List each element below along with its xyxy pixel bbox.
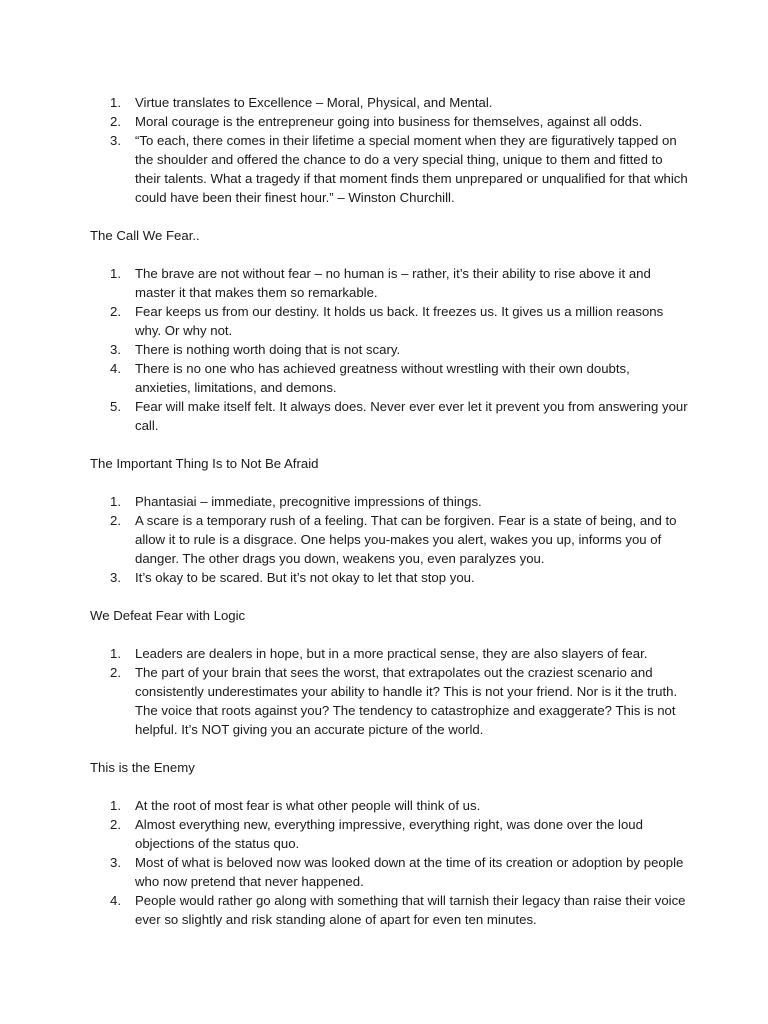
list-item: 5. Fear will make itself felt. It always does. Never ever ever let it prevent you from answering your call. (110, 399, 688, 433)
section-heading-enemy: This is the Enemy (90, 760, 195, 775)
list-item: 2. Almost everything new, everything impressive, everything right, was done over the loud objections of the status quo. (110, 817, 643, 851)
list-item: 1. Phantasiai – immediate, precognitive impressions of things. (110, 494, 482, 509)
list-item: 2. The part of your brain that sees the worst, that extrapolates out the craziest scenario and consistently underestimates your ability to handle it? This is not your friend. Nor is it the truth. The voice that roots against you? The tendency to catastrophize and exaggerate? This is not helpful. It’s NOT giving you an accurate picture of the world. (110, 665, 678, 737)
list-item: 2. A scare is a temporary rush of a feeling. That can be forgiven. Fear is a state of being, and to allow it to rule is a disgrace. One helps you-makes you alert, wakes you up, informs you of danger. The other drags you down, weakens you, even paralyzes you. (110, 513, 677, 566)
list-item: 3. There is nothing worth doing that is not scary. (110, 342, 401, 357)
list-item: 3. “To each, there comes in their lifetime a special moment when they are figuratively tapped on the shoulder and offered the chance to do a very special thing, unique to them and fitted to their talents. What a tragedy if that moment finds them unprepared or unqualified for that which could have been their finest hour.” – Winston Churchill. (110, 133, 688, 205)
list-item: 1. Leaders are dealers in hope, but in a more practical sense, they are also slayers of fear. (110, 646, 648, 661)
list-item: 4. People would rather go along with something that will tarnish their legacy than raise their voice ever so slightly and risk standing alone of apart for even ten minutes. (110, 893, 686, 927)
list-item: 2. Moral courage is the entrepreneur going into business for themselves, against all odds. (110, 114, 643, 129)
list-section-defeat-fear (90, 644, 688, 739)
section-heading-call-we-fear: The Call We Fear.. (90, 228, 200, 243)
list-section-not-be-afraid (90, 492, 688, 587)
section-heading-defeat-fear: We Defeat Fear with Logic (90, 608, 246, 623)
section-heading-not-be-afraid: The Important Thing Is to Not Be Afraid (90, 456, 319, 471)
list-item: 1. Virtue translates to Excellence – Moral, Physical, and Mental. (110, 95, 493, 110)
list-item: 4. There is no one who has achieved greatness without wrestling with their own doubts, anxieties, limitations, and demons. (110, 361, 630, 395)
list-section-intro (90, 93, 688, 207)
list-section-enemy (90, 796, 688, 929)
list-item: 2. Fear keeps us from our destiny. It holds us back. It freezes us. It gives us a million reasons why. Or why not. (110, 304, 664, 338)
list-item: 1. At the root of most fear is what other people will think of us. (110, 798, 481, 813)
list-section-call-we-fear (90, 264, 688, 435)
list-item: 3. Most of what is beloved now was looked down at the time of its creation or adoption by people who now pretend that never happened. (110, 855, 684, 889)
list-item: 1. The brave are not without fear – no human is – rather, it’s their ability to rise above it and master it that makes them so remarkable. (110, 266, 651, 300)
list-item: 3. It’s okay to be scared. But it’s not okay to let that stop you. (110, 570, 475, 585)
